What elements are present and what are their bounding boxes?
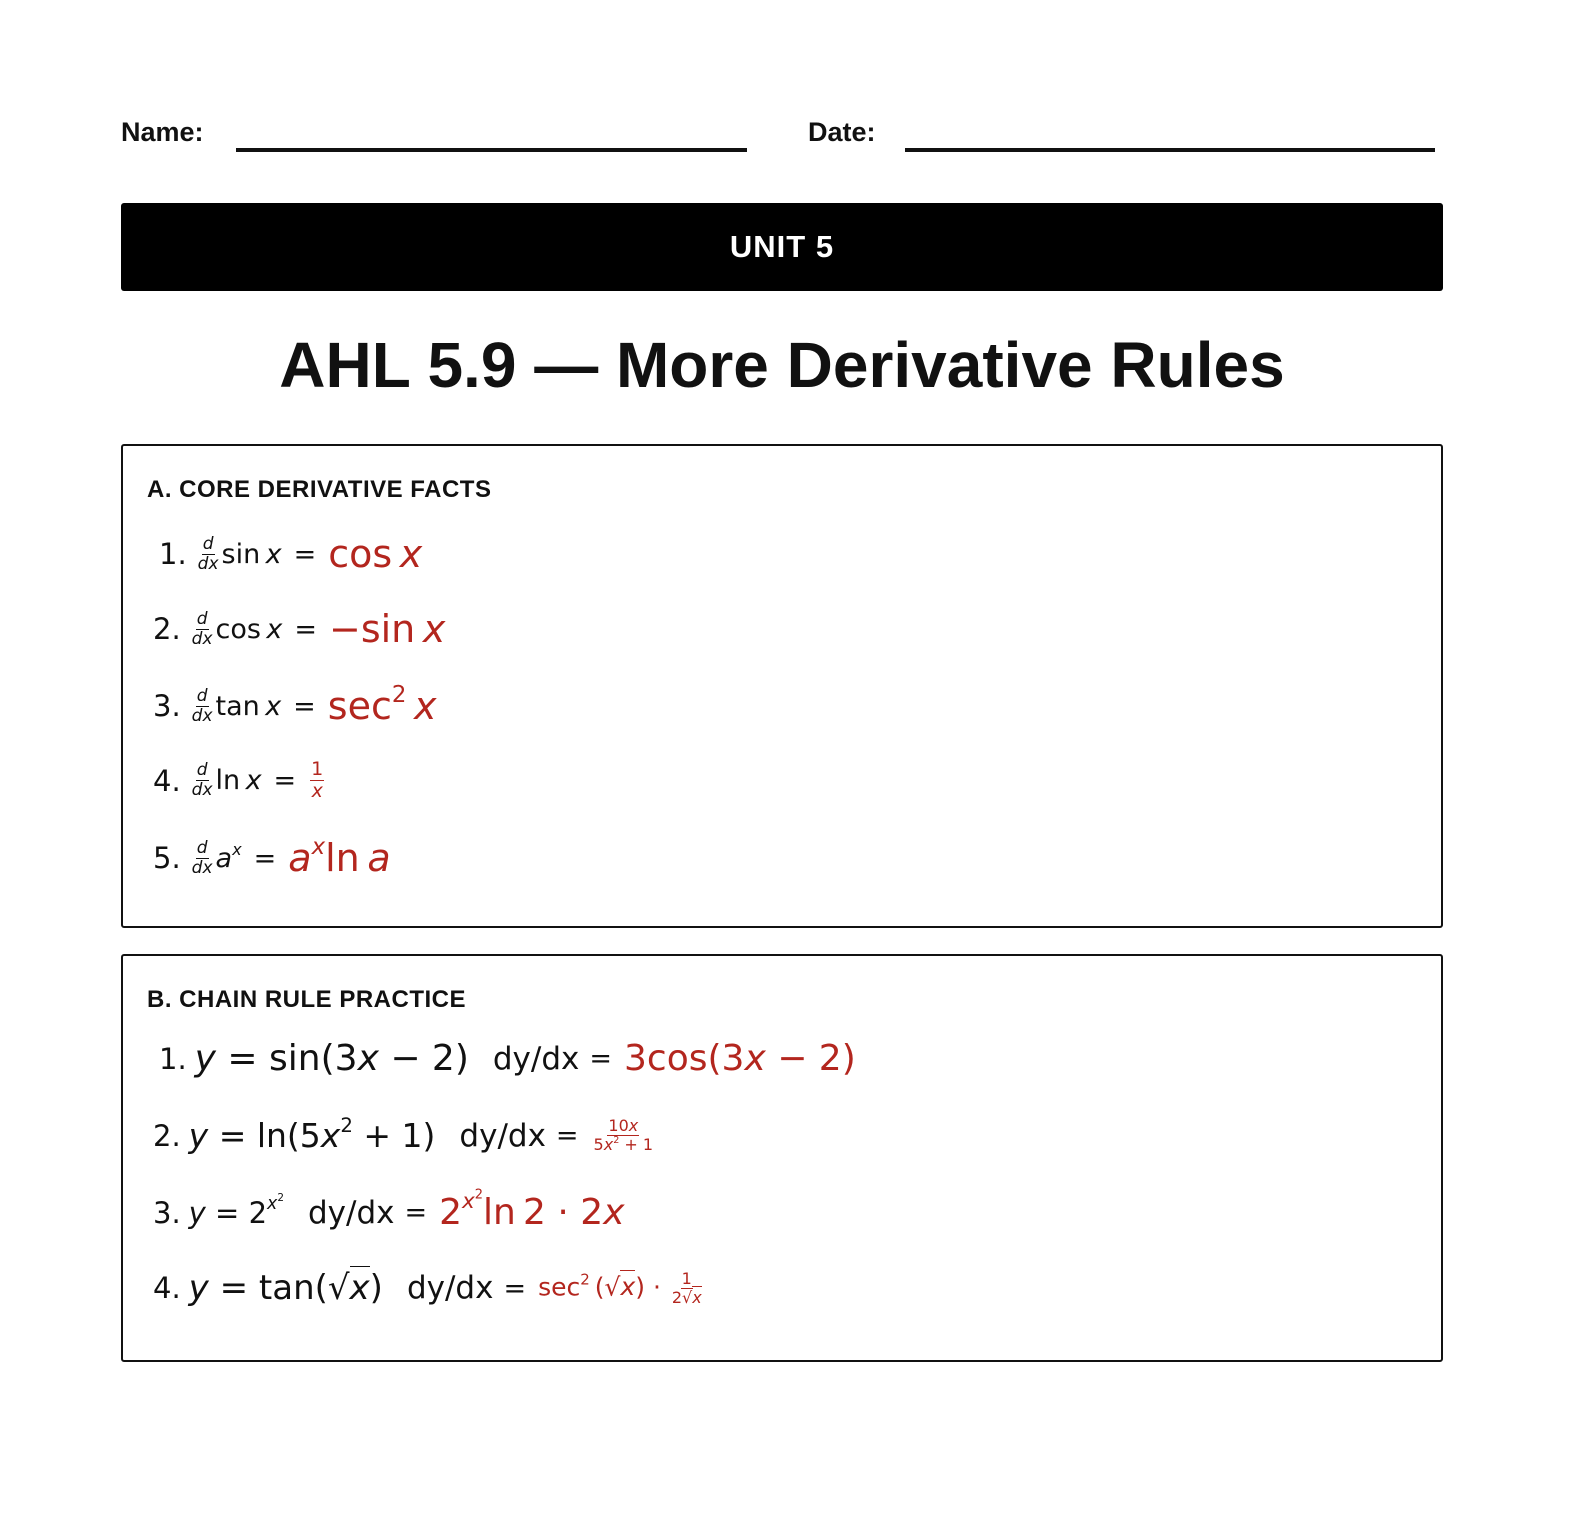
date-label: Date: — [808, 117, 876, 147]
unit-banner-text: UNIT 5 — [729, 229, 835, 264]
core-fact-4 — [153, 760, 326, 801]
function-expression: sin x — [221, 538, 282, 570]
answer: $2^{x^2}\ln$ 2 · 2x — [439, 1187, 625, 1233]
ddx-operator: $\frac{d}{dx}$ — [191, 837, 213, 878]
equals-sign: = — [404, 1197, 428, 1228]
item-number: 2. — [153, 612, 181, 646]
function-expression: tan x — [215, 690, 282, 722]
chain-item-2 — [153, 1116, 656, 1155]
item-number: 4. — [153, 1271, 181, 1305]
equals-sign: = — [293, 690, 316, 722]
equals-sign: = — [589, 1043, 612, 1074]
answer: $a^x\ln$ a — [288, 833, 391, 880]
dydx-label: dy/dx — [459, 1117, 546, 1154]
equals-sign: = — [273, 765, 297, 796]
item-number: 1. — [159, 537, 187, 571]
function-expression: $a^x$ — [215, 839, 242, 874]
ddx-operator: $\frac{d}{dx}$ — [191, 685, 213, 726]
function-expression: ln x — [215, 765, 262, 796]
answer: −sin x — [328, 607, 446, 651]
answer: $\sec^2 x$ — [327, 681, 437, 728]
section-b-heading: B. CHAIN RULE PRACTICE — [147, 986, 467, 1013]
item-number: 2. — [153, 1118, 181, 1153]
ddx-operator: $\frac{d}{dx}$ — [191, 608, 213, 649]
function-expression: cos x — [215, 613, 283, 645]
core-fact-5 — [153, 833, 391, 880]
function-expression: y = sin(3x − 2) — [194, 1038, 469, 1079]
answer: $\frac{10x}{5x^2 + 1}$ — [593, 1116, 654, 1154]
page-title: AHL 5.9 — More Derivative Rules — [279, 329, 1285, 401]
equals-sign: = — [293, 538, 317, 570]
date-line — [905, 148, 1435, 152]
ddx-operator: $\frac{d}{dx}$ — [191, 760, 213, 800]
answer: $\frac{1}{x}$ — [311, 758, 324, 802]
ddx-operator: $\frac{d}{dx}$ — [197, 533, 219, 574]
unit-banner — [121, 203, 1443, 291]
function-expression: $y = \ln(5x^2 + 1)$ — [188, 1114, 436, 1155]
core-fact-2 — [153, 607, 445, 651]
core-fact-1 — [159, 532, 422, 576]
dydx-label: dy/dx — [492, 1040, 580, 1077]
function-expression: $y = 2^{x^2}$ — [188, 1192, 284, 1230]
item-number: 1. — [159, 1041, 187, 1076]
equals-sign: = — [253, 842, 277, 874]
equals-sign: = — [503, 1272, 527, 1304]
chain-item-1 — [159, 1038, 856, 1079]
dydx-label: dy/dx — [406, 1270, 494, 1306]
answer: 3cos(3x − 2) — [624, 1038, 856, 1079]
item-number: 3. — [153, 689, 181, 723]
core-fact-3 — [153, 681, 437, 728]
dydx-label: dy/dx — [307, 1194, 395, 1231]
equals-sign: = — [555, 1120, 579, 1151]
chain-item-4 — [153, 1268, 705, 1308]
section-chain-rule-practice — [121, 954, 1443, 1362]
section-core-derivative-facts — [121, 444, 1443, 928]
function-expression: y = tan(√x) — [188, 1268, 383, 1308]
name-label: Name: — [121, 117, 204, 147]
answer: $\sec^2 (√x)$ · $\frac{1}{2√x}$ — [538, 1268, 702, 1307]
item-number: 5. — [153, 841, 181, 875]
item-number: 4. — [153, 763, 181, 798]
chain-item-3 — [153, 1187, 625, 1233]
name-line — [236, 148, 747, 152]
item-number: 3. — [153, 1195, 181, 1230]
section-a-heading: A. CORE DERIVATIVE FACTS — [147, 476, 492, 503]
equals-sign: = — [294, 613, 317, 645]
answer: cos x — [328, 532, 423, 576]
